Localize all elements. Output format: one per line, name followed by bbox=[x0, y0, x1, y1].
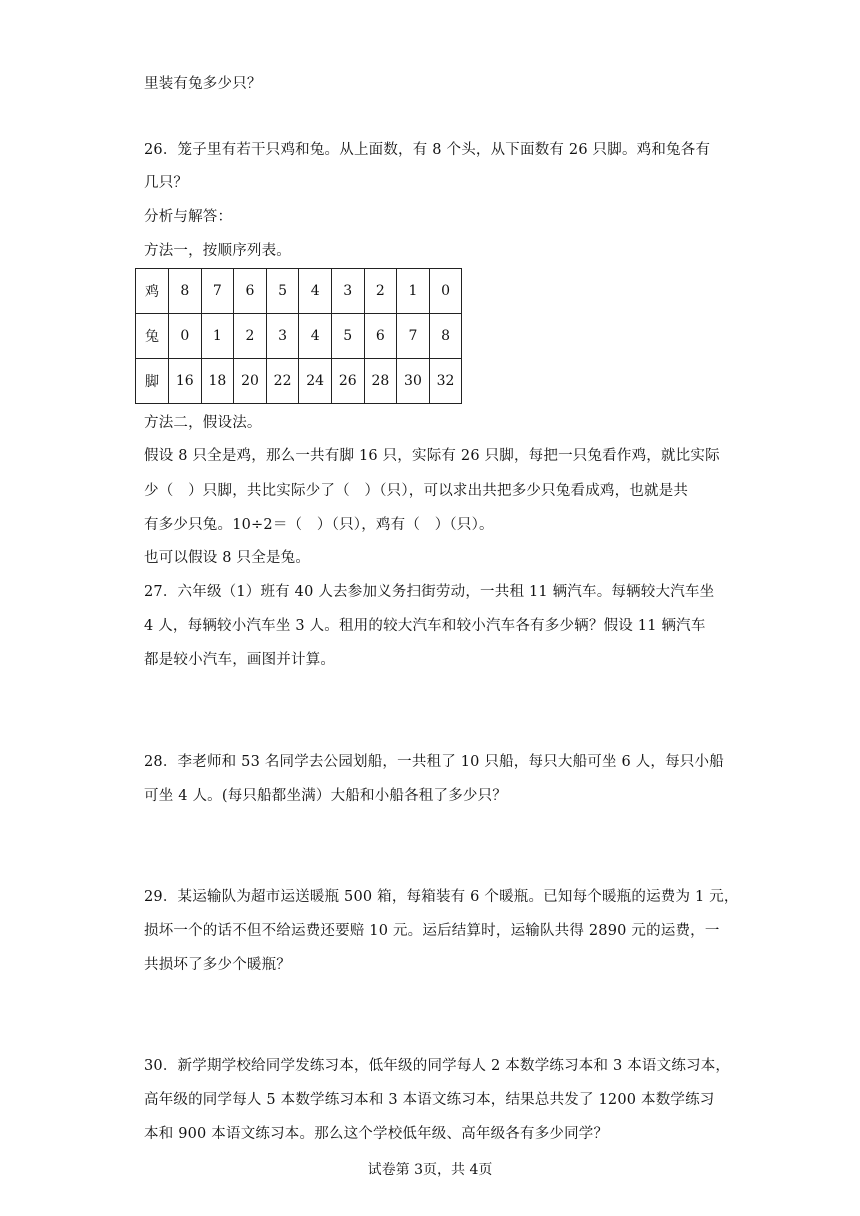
table-cell: 22 bbox=[266, 359, 299, 404]
row-label-feet: 脚 bbox=[136, 359, 169, 404]
q30-text-line2: 高年级的同学每人 5 本数学练习本和 3 本语文练习本，结果总共发了 1200 本数学练习 bbox=[144, 1092, 715, 1108]
table-cell: 16 bbox=[169, 359, 202, 404]
chicken-rabbit-table bbox=[135, 268, 462, 404]
q26-paragraph-line3: 有多少只兔。10÷2＝（ ）（只），鸡有（ ）（只）。 bbox=[144, 517, 494, 533]
row-label-rabbit: 兔 bbox=[136, 314, 169, 359]
table-cell: 3 bbox=[266, 314, 299, 359]
table-cell: 6 bbox=[234, 269, 267, 314]
q27-text-line1: 27．六年级（1）班有 40 人去参加义务扫街劳动，一共租 11 辆汽车。每辆较大汽车坐 bbox=[144, 584, 715, 600]
q29-text-line2: 损坏一个的话不但不给运费还要赔 10 元。运后结算时，运输队共得 2890 元的运费，一 bbox=[144, 923, 720, 939]
table-row-chicken bbox=[136, 269, 462, 314]
table-cell: 1 bbox=[201, 314, 234, 359]
table-cell: 4 bbox=[299, 314, 332, 359]
table-cell: 30 bbox=[397, 359, 430, 404]
table-cell: 3 bbox=[331, 269, 364, 314]
q27-text-line2: 4 人，每辆较小汽车坐 3 人。租用的较大汽车和较小汽车各有多少辆？假设 11 辆汽车 bbox=[144, 618, 706, 634]
table-cell: 26 bbox=[331, 359, 364, 404]
table-cell: 24 bbox=[299, 359, 332, 404]
table-cell: 5 bbox=[266, 269, 299, 314]
table-cell: 5 bbox=[331, 314, 364, 359]
table-cell: 28 bbox=[364, 359, 397, 404]
table-cell: 6 bbox=[364, 314, 397, 359]
row-label-chicken: 鸡 bbox=[136, 269, 169, 314]
table-cell: 7 bbox=[397, 314, 430, 359]
table-cell: 0 bbox=[169, 314, 202, 359]
q30-text-line1: 30．新学期学校给同学发练习本，低年级的同学每人 2 本数学练习本和 3 本语文练习本， bbox=[144, 1058, 731, 1074]
q26-text-line2: 几只？ bbox=[144, 175, 189, 191]
table-cell: 0 bbox=[429, 269, 462, 314]
table-cell: 7 bbox=[201, 269, 234, 314]
table-cell: 32 bbox=[429, 359, 462, 404]
table-cell: 8 bbox=[169, 269, 202, 314]
page-footer: 试卷第 3页，共 4页 bbox=[367, 1162, 493, 1178]
table-cell: 20 bbox=[234, 359, 267, 404]
q26-paragraph-line1: 假设 8 只全是鸡，那么一共有脚 16 只，实际有 26 只脚，每把一只兔看作鸡，就比实际 bbox=[144, 448, 720, 464]
q28-text-line1: 28．李老师和 53 名同学去公园划船，一共租了 10 只船，每只大船可坐 6 人，每只小船 bbox=[144, 754, 724, 770]
q30-text-line3: 本和 900 本语文练习本。那么这个学校低年级、高年级各有多少同学？ bbox=[144, 1126, 609, 1142]
q29-text-line3: 共损坏了多少个暖瓶？ bbox=[144, 957, 291, 973]
q27-text-line3: 都是较小汽车，画图并计算。 bbox=[144, 652, 336, 668]
table-row-feet bbox=[136, 359, 462, 404]
table-row-rabbit bbox=[136, 314, 462, 359]
table-cell: 2 bbox=[234, 314, 267, 359]
q25-tail-text: 里装有兔多少只？ bbox=[144, 76, 262, 92]
q26-paragraph-line4: 也可以假设 8 只全是兔。 bbox=[144, 550, 311, 566]
q29-text-line1: 29．某运输队为超市运送暖瓶 500 箱，每箱装有 6 个暖瓶。已知每个暖瓶的运费为 1 元， bbox=[144, 889, 739, 905]
table-cell: 8 bbox=[429, 314, 462, 359]
table-cell: 1 bbox=[397, 269, 430, 314]
q26-analysis-label: 分析与解答： bbox=[144, 209, 233, 225]
table-cell: 2 bbox=[364, 269, 397, 314]
q26-method2-label: 方法二，假设法。 bbox=[144, 415, 262, 431]
q26-method1-label: 方法一，按顺序列表。 bbox=[144, 243, 291, 259]
q26-paragraph-line2: 少（ ）只脚，共比实际少了（ ）（只），可以求出共把多少只兔看成鸡，也就是共 bbox=[144, 483, 689, 499]
table-cell: 4 bbox=[299, 269, 332, 314]
q26-text-line1: 26．笼子里有若干只鸡和兔。从上面数，有 8 个头，从下面数有 26 只脚。鸡和兔各有 bbox=[144, 142, 711, 158]
table-cell: 18 bbox=[201, 359, 234, 404]
q28-text-line2: 可坐 4 人。(每只船都坐满）大船和小船各租了多少只？ bbox=[144, 788, 507, 804]
